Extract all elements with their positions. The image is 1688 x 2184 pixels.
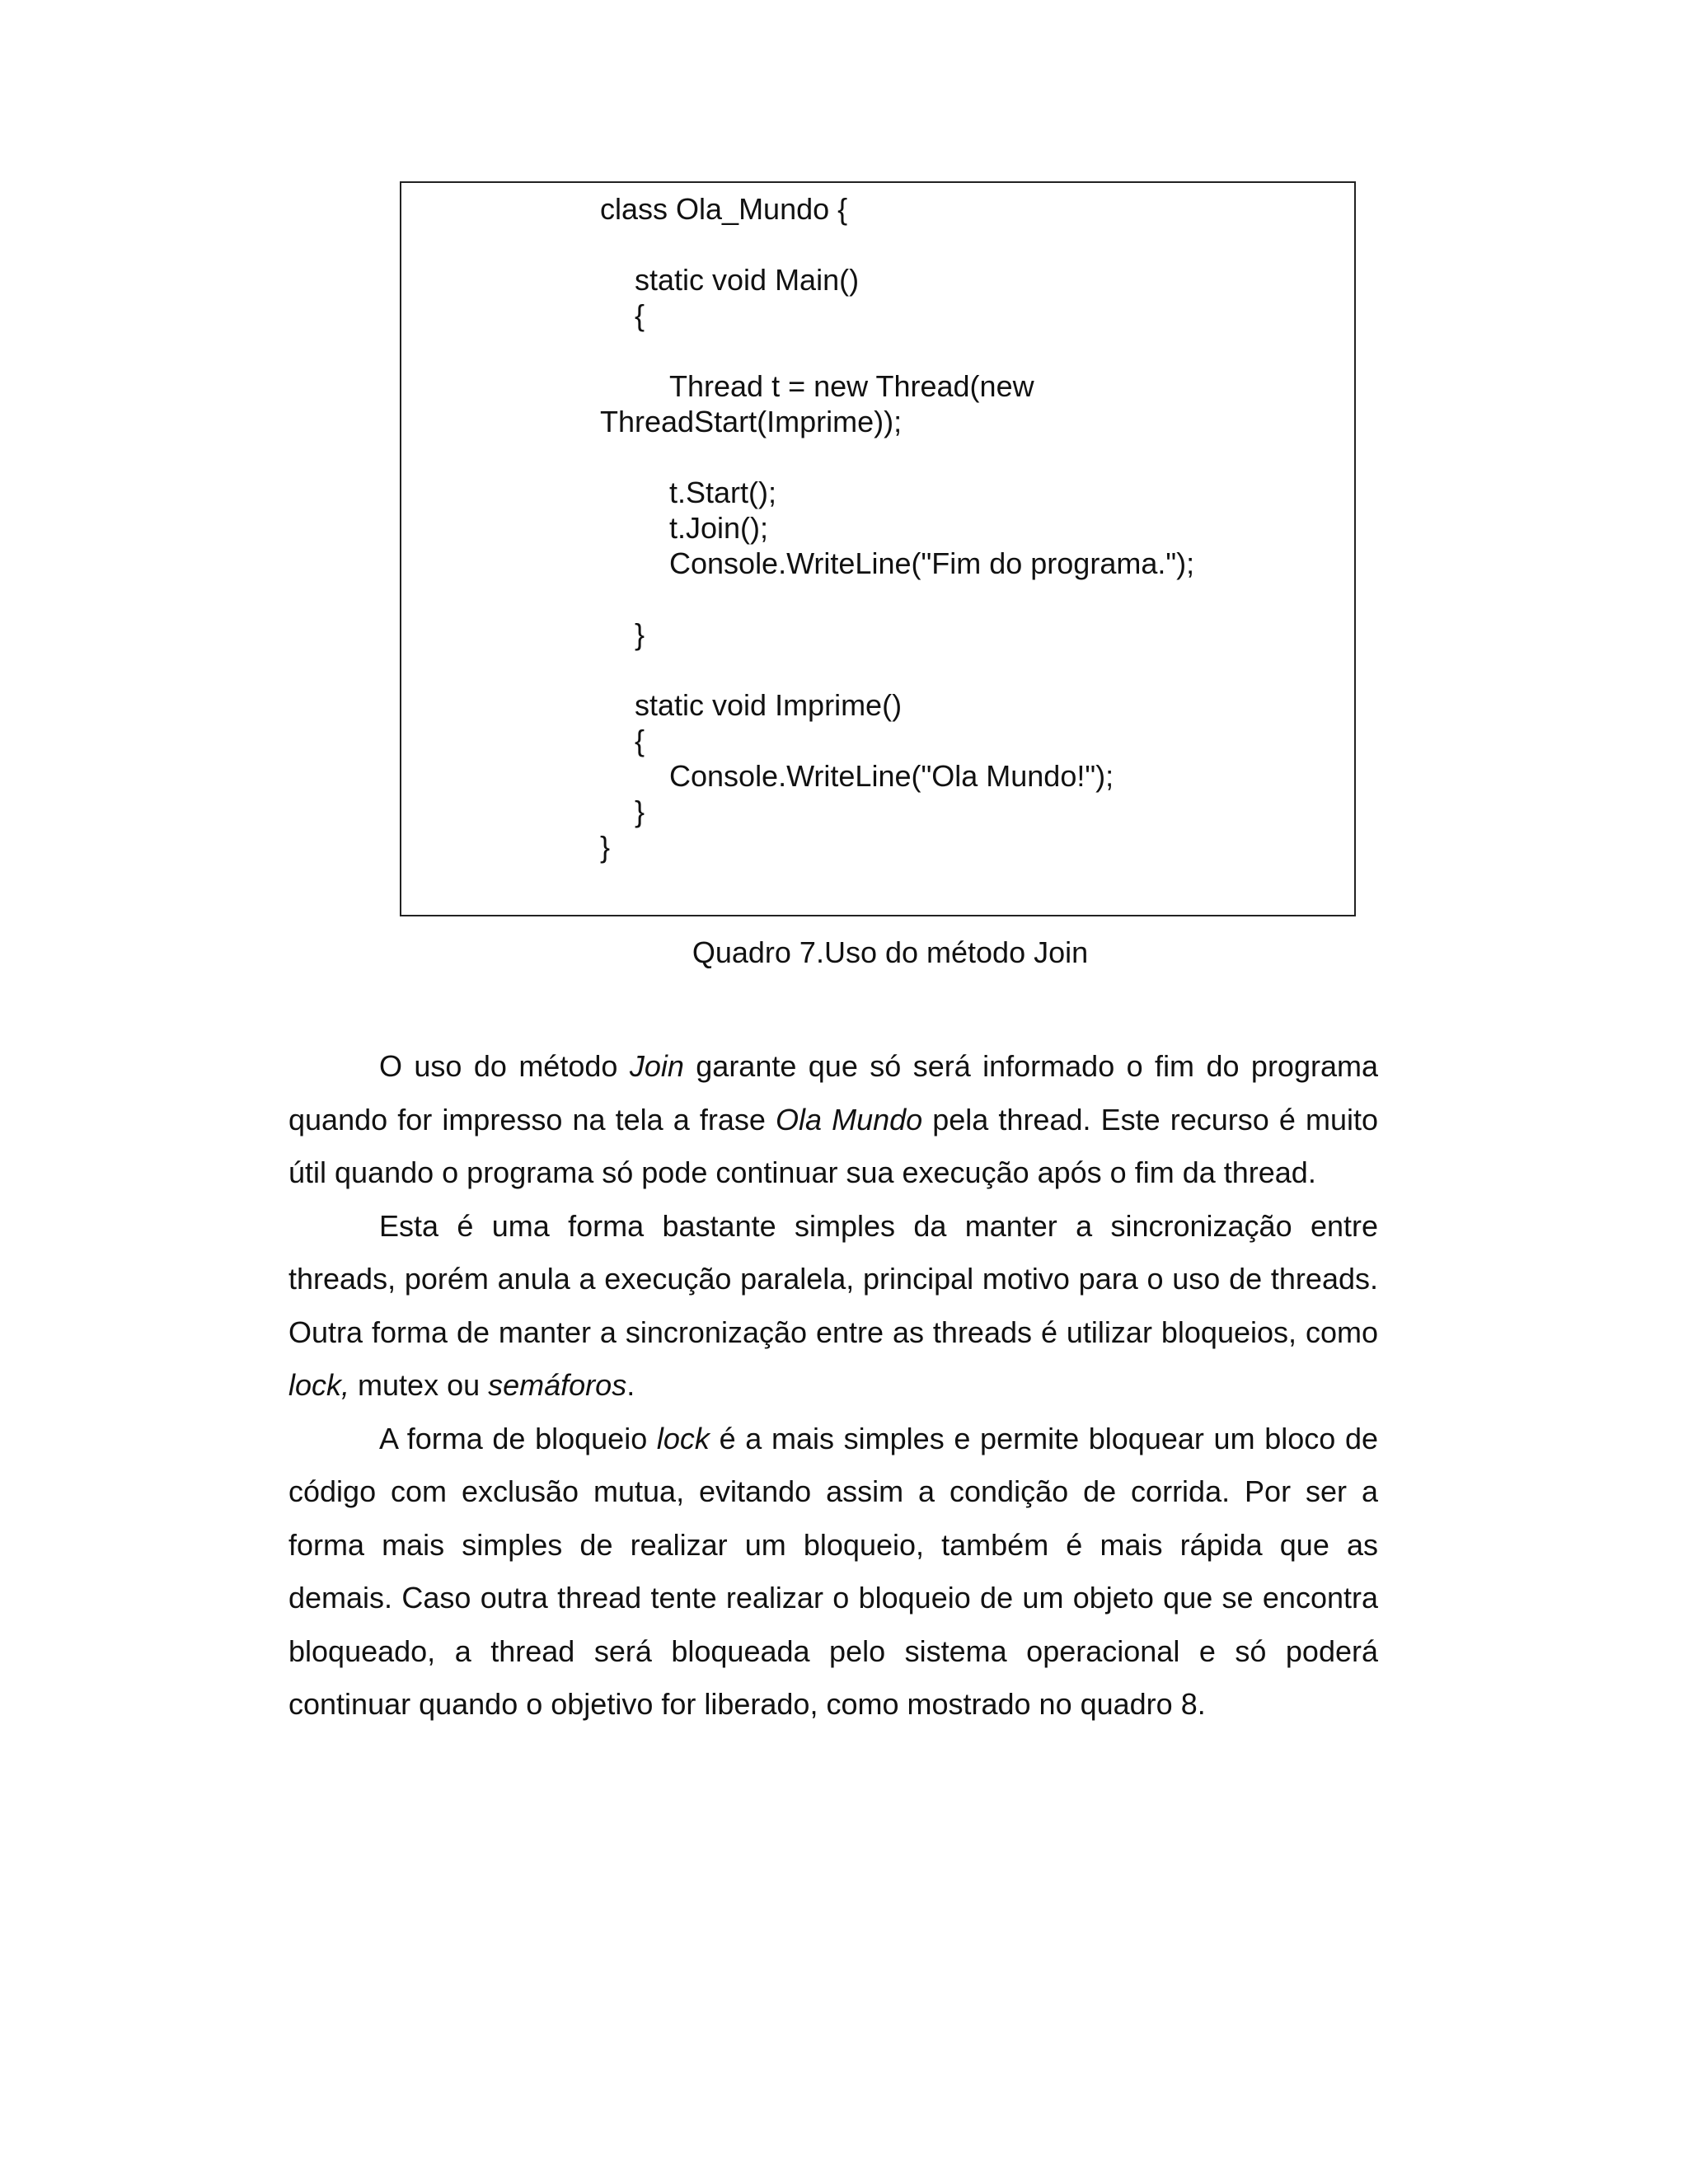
- code-line: [600, 652, 1194, 687]
- code-line: t.Join();: [669, 511, 769, 545]
- italic-term: semáforos: [488, 1368, 627, 1402]
- italic-term: Join: [629, 1049, 684, 1083]
- code-line: {: [635, 298, 645, 332]
- code-line: [600, 439, 1194, 475]
- code-line: ThreadStart(Imprime));: [600, 405, 903, 438]
- text-run: O uso do método: [379, 1049, 630, 1083]
- text-run: .: [626, 1368, 635, 1402]
- paragraph-lock: [288, 1413, 1378, 1732]
- text-run: garante que só será informado o fim do programa quando for impresso na tela a frase: [288, 1049, 1378, 1137]
- text-run: pela thread. Este recurso é muito útil quando o programa só pode continuar sua execução após o fim da thread.: [288, 1102, 1378, 1189]
- text-run: é a mais simples e permite bloquear um bloco de código com exclusão mutua, evitando assim a condição de corrida. Por ser a forma mais simples de realizar um bloqueio, também é mais rápida que as demais. Caso outra thread tente realizar o bloqueio de um objeto que se encontra bloqueado, a thread será bloqueada pelo sistema operacional e só poderá continuar quando o objetivo for liberado, como mostrado no quadro 8.: [288, 1421, 1379, 1721]
- code-line: {: [635, 724, 645, 757]
- italic-term: lock: [656, 1421, 710, 1455]
- code-line: static void Imprime(): [635, 688, 903, 722]
- code-line: static void Main(): [635, 263, 860, 297]
- code-line: class Ola_Mundo {: [600, 192, 848, 226]
- code-line: }: [635, 617, 645, 651]
- code-line: [600, 333, 1194, 368]
- figure-caption: Quadro 7.Uso do método Join: [692, 935, 1089, 969]
- text-run: A forma de bloqueio: [379, 1421, 657, 1455]
- italic-term: Ola Mundo: [775, 1102, 923, 1137]
- code-line: [600, 227, 1194, 262]
- text-run: mutex ou: [349, 1368, 489, 1402]
- code-line: Console.WriteLine("Fim do programa.");: [669, 546, 1195, 580]
- paragraph-join: [288, 1040, 1378, 1200]
- code-line: t.Start();: [669, 476, 777, 509]
- code-line: Console.WriteLine("Ola Mundo!");: [669, 759, 1114, 793]
- text-run: Esta é uma forma bastante simples da manter a sincronização entre threads, porém anula a execução paralela, principal motivo para o uso de threads. Outra forma de manter a sincronização entre as threads é utilizar bloqueios, como: [288, 1208, 1378, 1349]
- code-listing: [600, 191, 1194, 865]
- italic-term: lock,: [288, 1368, 350, 1402]
- code-line: [600, 581, 1194, 616]
- paragraph-sync: [288, 1200, 1378, 1413]
- code-line: }: [635, 794, 645, 828]
- body-text: [288, 1040, 1378, 1732]
- code-line: Thread t = new Thread(new: [669, 369, 1034, 403]
- code-line: }: [600, 830, 611, 864]
